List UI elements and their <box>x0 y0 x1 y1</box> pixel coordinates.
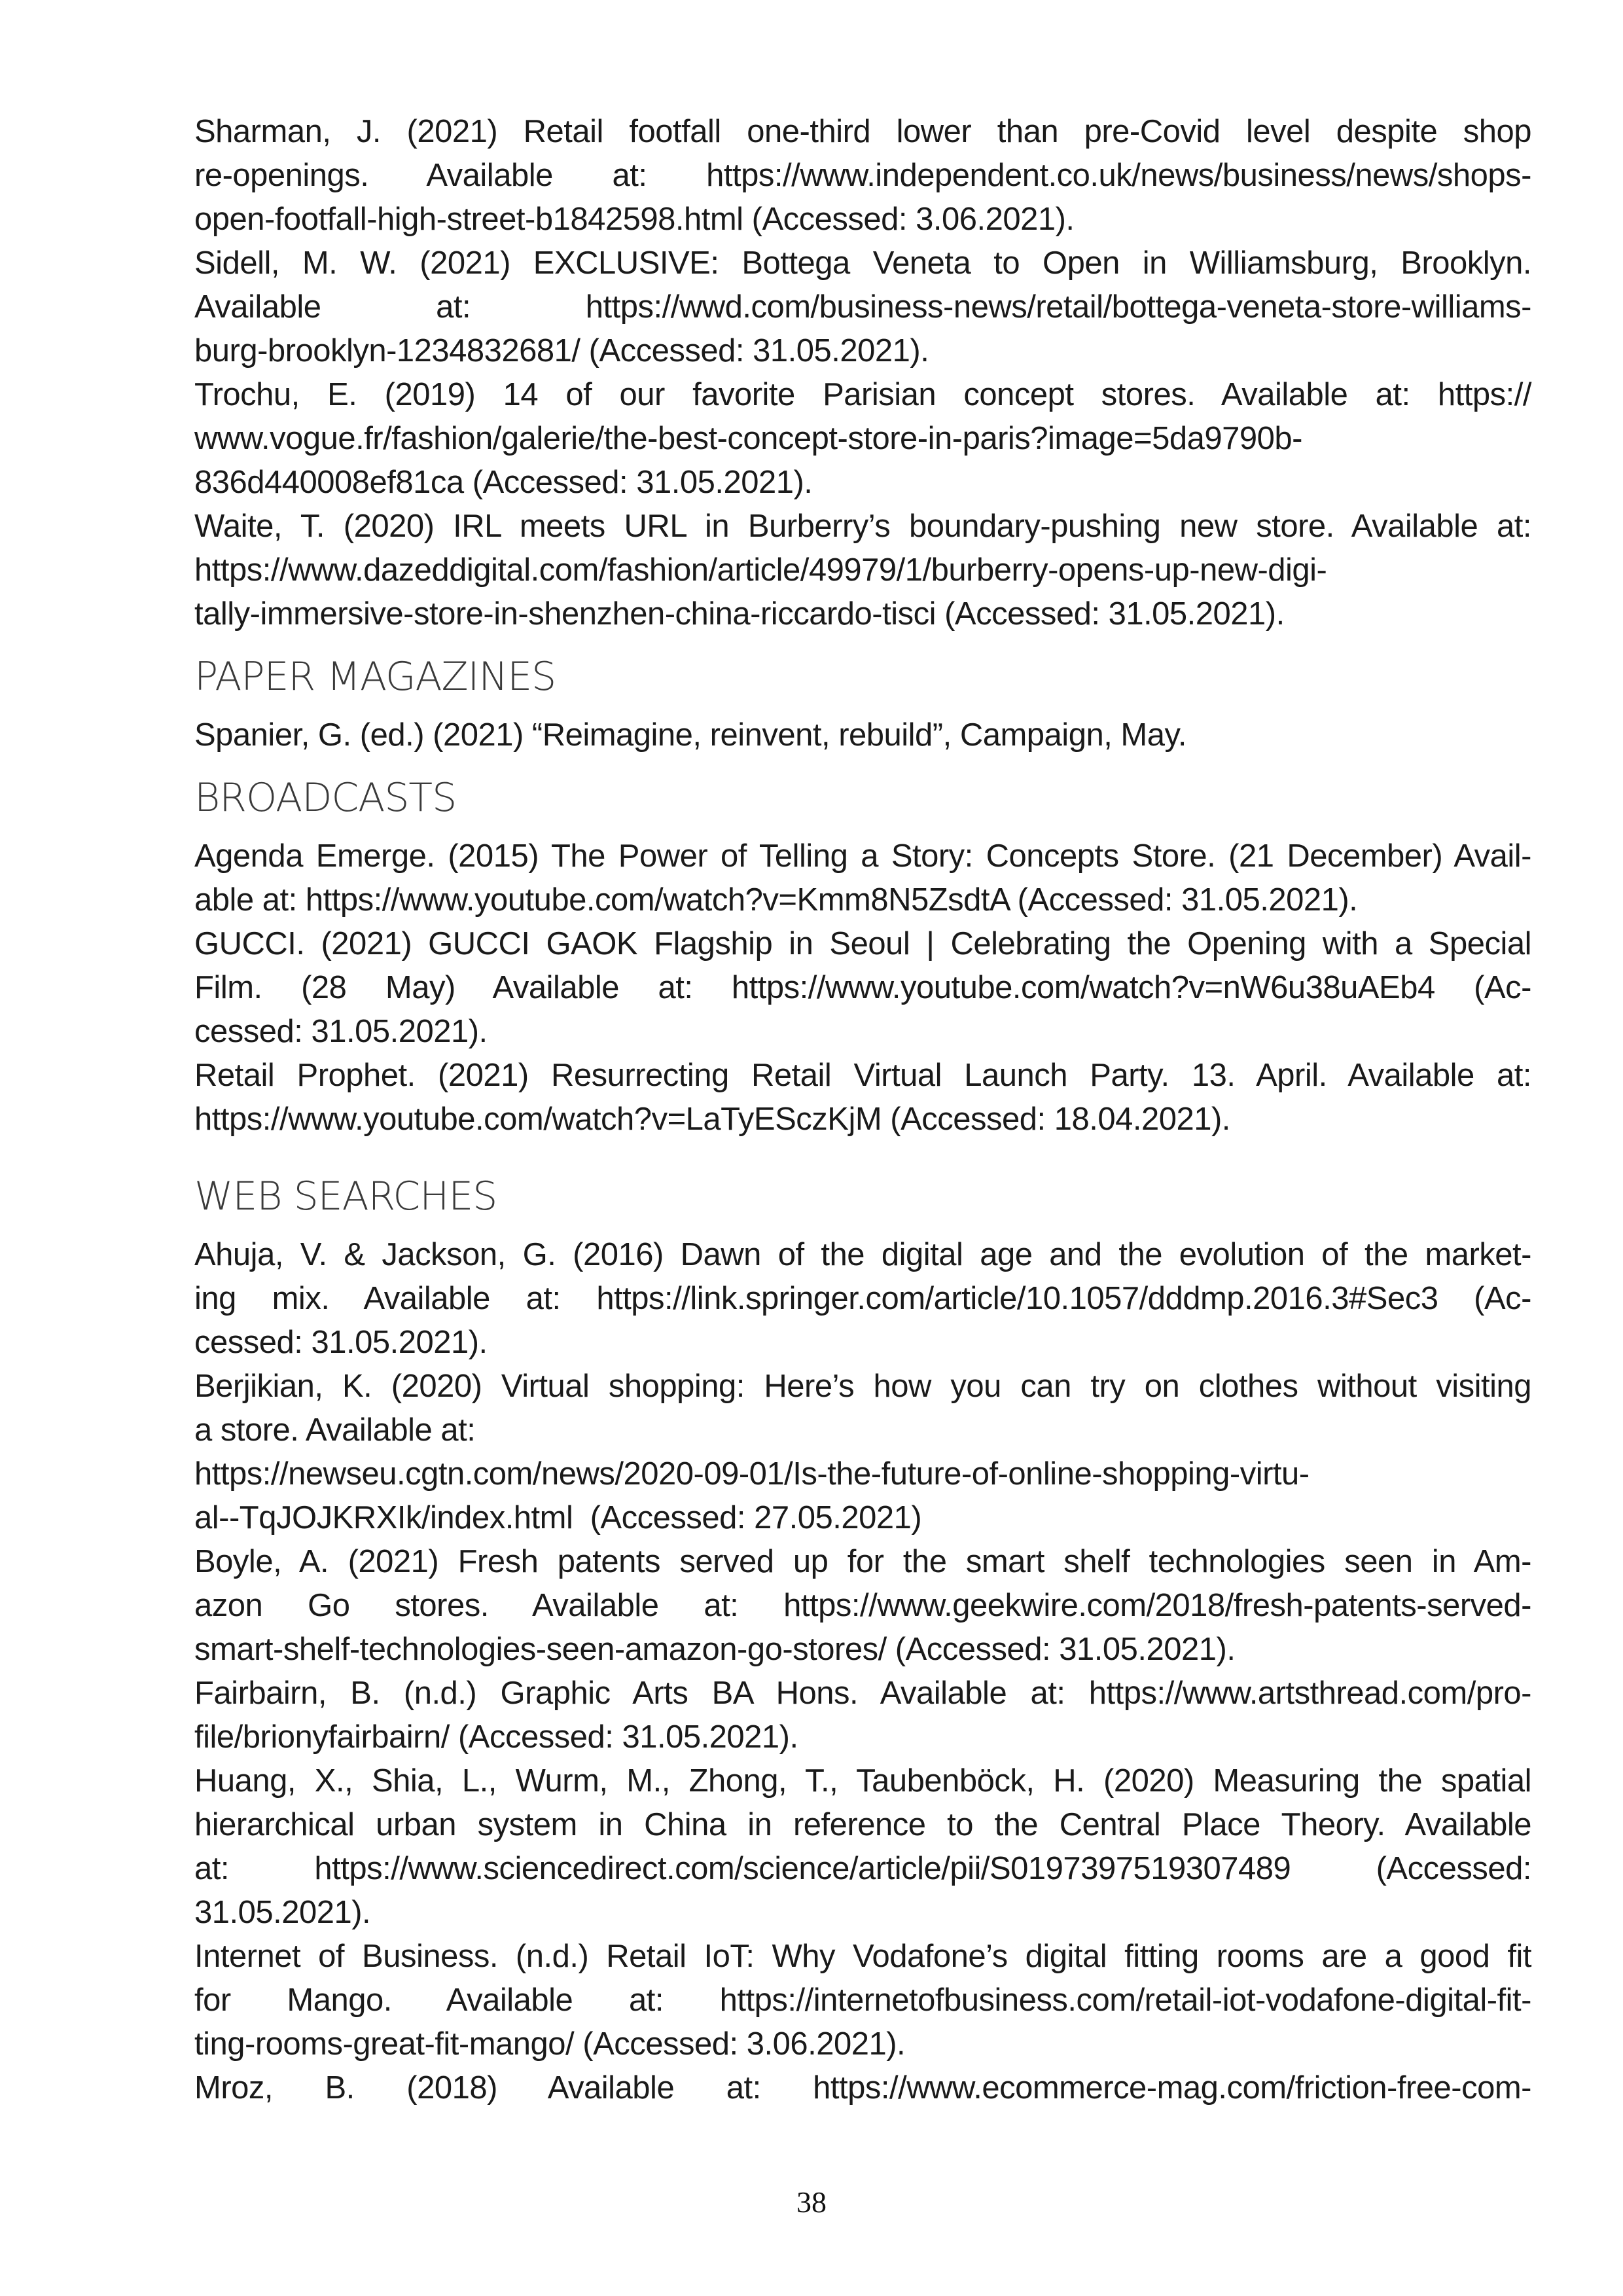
reference-entry <box>194 1054 1531 1141</box>
reference-line <box>194 1365 1531 1408</box>
reference-line <box>194 1803 1531 1847</box>
reference-line <box>194 878 1531 922</box>
reference-line <box>194 242 1531 285</box>
reference-entry <box>194 1759 1531 1935</box>
line-text: Film. (28 May) Available at: https://www.youtube.com/watch?v=nW6u38uAEb4 (Ac- <box>194 970 1531 1005</box>
line-text: Trochu, E. (2019) 14 of our favorite Parisian concept stores. Available at: https:// <box>194 377 1531 412</box>
section-heading: WEB SEARCHES <box>194 1174 497 1219</box>
line-text: able at: https://www.youtube.com/watch?v=Kmm8N5ZsdtA (Accessed: 31.05.2021). <box>194 882 1358 918</box>
reference-entry <box>194 373 1531 505</box>
reference-line <box>194 834 1531 878</box>
reference-line <box>194 1979 1531 2022</box>
reference-line <box>194 548 1531 592</box>
line-text: file/brionyfairbairn/ (Accessed: 31.05.2021). <box>194 1719 798 1755</box>
section-paper-magazines <box>194 636 1531 757</box>
line-text: Berjikian, K. (2020) Virtual shopping: Here’s how you can try on clothes without visiting <box>194 1369 1531 1404</box>
reference-entry <box>194 922 1531 1054</box>
reference-line <box>194 417 1531 461</box>
reference-line <box>194 1321 1531 1365</box>
reference-line <box>194 592 1531 636</box>
line-text: hierarchical urban system in China in reference to the Central Place Theory. Available <box>194 1807 1531 1842</box>
reference-line <box>194 1628 1531 1672</box>
reference-line <box>194 966 1531 1010</box>
line-text: ing mix. Available at: https://link.springer.com/article/10.1057/dddmp.2016.3#Sec3 (Ac- <box>194 1281 1531 1316</box>
reference-line <box>194 198 1531 242</box>
reference-line <box>194 505 1531 548</box>
line-text: ting-rooms-great-fit-mango/ (Accessed: 3.06.2021). <box>194 2026 906 2062</box>
line-text: Internet of Business. (n.d.) Retail IoT: Why Vodafone’s digital fitting rooms are a good fit <box>194 1939 1531 1974</box>
reference-entry <box>194 1540 1531 1672</box>
reference-line <box>194 1452 1531 1496</box>
reference-line <box>194 329 1531 373</box>
spacer <box>194 700 1531 713</box>
reference-line <box>194 1408 1531 1452</box>
line-text: for Mango. Available at: https://internetofbusiness.com/retail-iot-vodafone-digital-fit- <box>194 1982 1531 2018</box>
reference-line <box>194 1540 1531 1584</box>
reference-line <box>194 2022 1531 2066</box>
section-broadcasts <box>194 757 1531 1141</box>
reference-line <box>194 1672 1531 1715</box>
line-text: Spanier, G. (ed.) (2021) “Reimagine, reinvent, rebuild”, Campaign, May. <box>194 717 1186 753</box>
reference-entry <box>194 242 1531 373</box>
line-text: at: https://www.sciencedirect.com/science/article/pii/S0197397519307489 (Accessed: <box>194 1851 1531 1886</box>
reference-line <box>194 1010 1531 1054</box>
line-text: re-openings. Available at: https://www.independent.co.uk/news/business/news/shops- <box>194 158 1531 193</box>
reference-entry <box>194 1672 1531 1759</box>
reference-entry <box>194 1365 1531 1540</box>
line-text: Ahuja, V. & Jackson, G. (2016) Dawn of the digital age and the evolution of the market- <box>194 1237 1531 1272</box>
reference-line <box>194 154 1531 198</box>
line-text: Available at: https://wwd.com/business-news/retail/bottega-veneta-store-williams- <box>194 289 1531 325</box>
spacer <box>194 821 1531 834</box>
reference-entry <box>194 1233 1531 1365</box>
line-text: Fairbairn, B. (n.d.) Graphic Arts BA Hons. Available at: https://www.artsthread.com/pro- <box>194 1676 1531 1711</box>
spacer <box>194 1141 1531 1173</box>
reference-entry <box>194 2066 1531 2110</box>
line-text: al--TqJOJKRXIk/index.html (Accessed: 27.05.2021) <box>194 1500 922 1535</box>
references-content <box>194 110 1531 2110</box>
reference-entry <box>194 110 1531 242</box>
line-text: https://www.dazeddigital.com/fashion/article/49979/1/burberry-opens-up-new-digi- <box>194 552 1327 588</box>
spacer <box>194 636 1531 653</box>
line-text: Waite, T. (2020) IRL meets URL in Burberry’s boundary-pushing new store. Available at: <box>194 509 1531 544</box>
reference-line <box>194 461 1531 505</box>
reference-line <box>194 285 1531 329</box>
reference-line <box>194 713 1531 757</box>
line-text: azon Go stores. Available at: https://www.geekwire.com/2018/fresh-patents-served- <box>194 1588 1531 1623</box>
line-text: Sharman, J. (2021) Retail footfall one-third lower than pre-Covid level despite shop <box>194 114 1531 149</box>
line-text: 31.05.2021). <box>194 1895 371 1930</box>
line-text: GUCCI. (2021) GUCCI GAOK Flagship in Seoul | Celebrating the Opening with a Special <box>194 926 1531 961</box>
line-text: Mroz, B. (2018) Available at: https://www.ecommerce-mag.com/friction-free-com- <box>194 2070 1531 2106</box>
reference-line <box>194 1847 1531 1891</box>
reference-entry <box>194 713 1531 757</box>
line-text: Sidell, M. W. (2021) EXCLUSIVE: Bottega Veneta to Open in Williamsburg, Brooklyn. <box>194 245 1531 281</box>
line-text: 836d440008ef81ca (Accessed: 31.05.2021). <box>194 465 813 500</box>
line-text: smart-shelf-technologies-seen-amazon-go-stores/ (Accessed: 31.05.2021). <box>194 1632 1236 1667</box>
line-text: tally-immersive-store-in-shenzhen-china-riccardo-tisci (Accessed: 31.05.2021). <box>194 596 1285 632</box>
reference-entry <box>194 505 1531 636</box>
line-text: a store. Available at: <box>194 1412 476 1448</box>
reference-line <box>194 2066 1531 2110</box>
line-text: Retail Prophet. (2021) Resurrecting Retail Virtual Launch Party. 13. April. Available at: <box>194 1058 1531 1093</box>
line-text: https://newseu.cgtn.com/news/2020-09-01/Is-the-future-of-online-shopping-virtu- <box>194 1456 1310 1492</box>
reference-line <box>194 1098 1531 1141</box>
line-text: cessed: 31.05.2021). <box>194 1325 488 1360</box>
reference-line <box>194 1891 1531 1935</box>
section-continued <box>194 110 1531 636</box>
reference-entry <box>194 1935 1531 2066</box>
reference-line <box>194 1759 1531 1803</box>
reference-line <box>194 1715 1531 1759</box>
reference-line <box>194 922 1531 966</box>
reference-entry <box>194 834 1531 922</box>
reference-line <box>194 1496 1531 1540</box>
reference-line <box>194 373 1531 417</box>
line-text: cessed: 31.05.2021). <box>194 1014 488 1049</box>
reference-line <box>194 1054 1531 1098</box>
reference-line <box>194 1277 1531 1321</box>
reference-line <box>194 1584 1531 1628</box>
line-text: burg-brooklyn-1234832681/ (Accessed: 31.05.2021). <box>194 333 929 368</box>
line-text: open-footfall-high-street-b1842598.html (Accessed: 3.06.2021). <box>194 202 1075 237</box>
reference-line <box>194 110 1531 154</box>
reference-line <box>194 1233 1531 1277</box>
section-heading: PAPER MAGAZINES <box>194 654 556 700</box>
section-web-searches <box>194 1141 1531 2110</box>
line-text: Boyle, A. (2021) Fresh patents served up for the smart shelf technologies seen in Am- <box>194 1544 1531 1579</box>
line-text: www.vogue.fr/fashion/galerie/the-best-concept-store-in-paris?image=5da9790b- <box>194 421 1302 456</box>
line-text: Agenda Emerge. (2015) The Power of Telling a Story: Concepts Store. (21 December) Avail- <box>194 838 1531 874</box>
section-heading: BROADCASTS <box>194 775 457 821</box>
line-text: https://www.youtube.com/watch?v=LaTyESczKjM (Accessed: 18.04.2021). <box>194 1102 1230 1137</box>
reference-line <box>194 1935 1531 1979</box>
line-text: Huang, X., Shia, L., Wurm, M., Zhong, T., Taubenböck, H. (2020) Measuring the spatial <box>194 1763 1531 1799</box>
page-number: 38 <box>796 2185 827 2219</box>
spacer <box>194 757 1531 774</box>
spacer <box>194 1220 1531 1233</box>
